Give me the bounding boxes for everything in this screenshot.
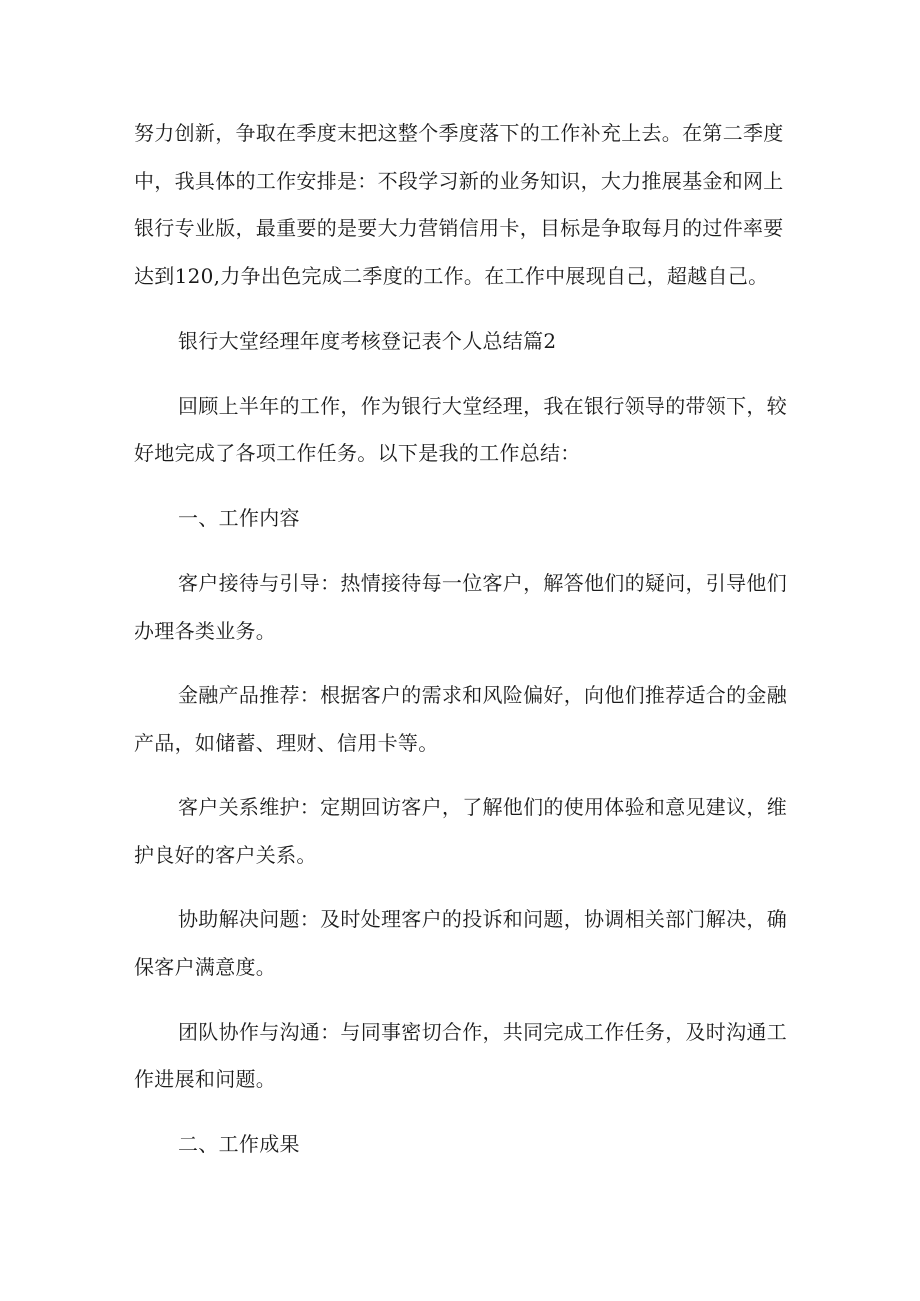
paragraph-line: 护良好的客户关系。 (134, 843, 317, 867)
paragraph-line: 协助解决问题：及时处理客户的投诉和问题，协调相关部门解决，确 (178, 907, 787, 931)
paragraph-line: 客户关系维护：定期回访客户，了解他们的使用体验和意见建议，维 (178, 795, 787, 819)
paragraph-line: 保客户满意度。 (134, 955, 277, 979)
paragraph-line: 银行专业版，最重要的是要大力营销信用卡，目标是争取每月的过件率要 (134, 216, 784, 240)
paragraph-line: 达到120,力争出色完成二季度的工作。在工作中展现自己，超越自己。 (134, 264, 769, 288)
paragraph-line: 作进展和问题。 (134, 1067, 277, 1091)
paragraph-line: 回顾上半年的工作，作为银行大堂经理，我在银行领导的带领下，较 (178, 394, 787, 418)
paragraph-line: 产品，如储蓄、理财、信用卡等。 (134, 731, 439, 755)
paragraph-line: 努力创新，争取在季度末把这整个季度落下的工作补充上去。在第二季度 (134, 121, 784, 145)
paragraph-line: 办理各类业务。 (134, 619, 277, 643)
paragraph-line: 好地完成了各项工作任务。以下是我的工作总结： (134, 441, 581, 465)
section-heading: 银行大堂经理年度考核登记表个人总结篇2 (178, 329, 557, 353)
paragraph-line: 金融产品推荐：根据客户的需求和风险偏好，向他们推荐适合的金融 (178, 683, 787, 707)
section-heading: 一、工作内容 (178, 506, 300, 530)
section-heading: 二、工作成果 (178, 1132, 300, 1156)
paragraph-line: 中，我具体的工作安排是：不段学习新的业务知识，大力推展基金和网上 (134, 169, 784, 193)
paragraph-line: 客户接待与引导：热情接待每一位客户，解答他们的疑问，引导他们 (178, 571, 787, 595)
paragraph-line: 团队协作与沟通：与同事密切合作，共同完成工作任务，及时沟通工 (178, 1020, 787, 1044)
